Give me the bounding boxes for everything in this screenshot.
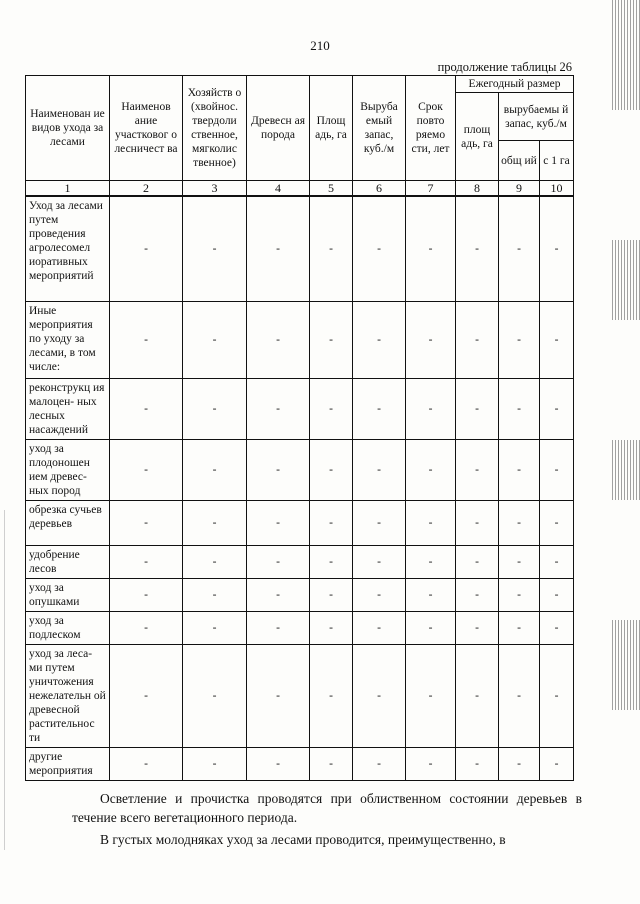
row-care-type: уход за плодоношен ием древес- ных пород xyxy=(26,439,110,500)
column-number: 3 xyxy=(183,181,247,197)
row-value-cell: - xyxy=(456,644,499,747)
row-value-cell: - xyxy=(406,196,456,301)
row-value-cell: - xyxy=(499,545,540,578)
header-district: Наименов ание участковог о лесничест ва xyxy=(110,76,183,181)
row-value-cell: - xyxy=(110,644,183,747)
row-value-cell: - xyxy=(310,644,353,747)
row-value-cell: - xyxy=(499,611,540,644)
column-number: 7 xyxy=(406,181,456,197)
row-care-type: уход за подлеском xyxy=(26,611,110,644)
row-value-cell: - xyxy=(353,500,406,545)
row-value-cell: - xyxy=(110,439,183,500)
row-value-cell: - xyxy=(540,301,574,378)
row-value-cell: - xyxy=(540,644,574,747)
row-value-cell: - xyxy=(406,500,456,545)
row-value-cell: - xyxy=(183,439,247,500)
header-annual-volume: вырубаемы й запас, куб./м xyxy=(499,93,574,141)
row-value-cell: - xyxy=(540,439,574,500)
row-value-cell: - xyxy=(540,500,574,545)
row-value-cell: - xyxy=(499,644,540,747)
row-care-type: уход за леса- ми путем уничтожения нежелательн ой древесной растительнос ти xyxy=(26,644,110,747)
row-value-cell: - xyxy=(110,378,183,439)
row-value-cell: - xyxy=(406,578,456,611)
header-volume-total: общ ий xyxy=(499,141,540,181)
row-value-cell: - xyxy=(499,500,540,545)
header-annual-size: Ежегодный размер xyxy=(456,76,574,93)
row-value-cell: - xyxy=(310,196,353,301)
row-value-cell: - xyxy=(247,747,310,780)
paragraph: В густых молодняках уход за лесами проводится, преимущественно, в xyxy=(100,832,506,847)
header-felled-stock: Выруба емый запас, куб./м xyxy=(353,76,406,181)
column-number: 5 xyxy=(310,181,353,197)
row-value-cell: - xyxy=(353,378,406,439)
row-value-cell: - xyxy=(406,378,456,439)
row-value-cell: - xyxy=(456,378,499,439)
row-value-cell: - xyxy=(183,196,247,301)
table-row xyxy=(26,611,574,644)
row-value-cell: - xyxy=(183,611,247,644)
row-value-cell: - xyxy=(110,578,183,611)
row-value-cell: - xyxy=(456,545,499,578)
column-number: 6 xyxy=(353,181,406,197)
row-value-cell: - xyxy=(247,301,310,378)
column-number-row xyxy=(26,181,574,197)
row-value-cell: - xyxy=(110,545,183,578)
row-value-cell: - xyxy=(406,439,456,500)
scan-edge-noise xyxy=(612,0,640,110)
column-number: 10 xyxy=(540,181,574,197)
row-value-cell: - xyxy=(540,578,574,611)
scan-edge-noise xyxy=(612,440,640,500)
row-value-cell: - xyxy=(540,747,574,780)
row-value-cell: - xyxy=(456,196,499,301)
row-value-cell: - xyxy=(499,196,540,301)
row-value-cell: - xyxy=(353,578,406,611)
table-continuation-label: продолжение таблицы 26 xyxy=(437,60,572,74)
header-repeat-period: Срок повто ряемо сти, лет xyxy=(406,76,456,181)
row-value-cell: - xyxy=(499,747,540,780)
row-value-cell: - xyxy=(353,301,406,378)
column-number: 4 xyxy=(247,181,310,197)
row-value-cell: - xyxy=(110,196,183,301)
row-care-type: удобрение лесов xyxy=(26,545,110,578)
scan-edge-noise xyxy=(612,240,640,320)
header-annual-area: площ адь, га xyxy=(456,93,499,181)
table-row xyxy=(26,439,574,500)
row-value-cell: - xyxy=(499,301,540,378)
row-value-cell: - xyxy=(310,301,353,378)
row-value-cell: - xyxy=(406,611,456,644)
table-row xyxy=(26,545,574,578)
row-value-cell: - xyxy=(456,611,499,644)
row-value-cell: - xyxy=(310,545,353,578)
forest-care-table xyxy=(25,75,574,781)
row-value-cell: - xyxy=(310,578,353,611)
row-value-cell: - xyxy=(540,378,574,439)
row-value-cell: - xyxy=(310,500,353,545)
scan-margin-line xyxy=(4,510,5,850)
row-value-cell: - xyxy=(456,500,499,545)
row-value-cell: - xyxy=(456,578,499,611)
row-care-type: Уход за лесами путем проведения агролесомел иоративных мероприятий xyxy=(26,196,110,301)
row-value-cell: - xyxy=(540,611,574,644)
row-value-cell: - xyxy=(247,500,310,545)
row-value-cell: - xyxy=(456,747,499,780)
row-care-type: реконструкц ия малоцен- ных лесных насаждений xyxy=(26,378,110,439)
row-care-type: уход за опушками xyxy=(26,578,110,611)
row-value-cell: - xyxy=(247,196,310,301)
row-value-cell: - xyxy=(456,301,499,378)
paragraph: Осветление и прочистка проводятся при облиственном состоянии деревьев в течение всего вегетационного периода. xyxy=(72,791,582,825)
row-value-cell: - xyxy=(353,439,406,500)
row-value-cell: - xyxy=(540,196,574,301)
row-value-cell: - xyxy=(353,196,406,301)
row-value-cell: - xyxy=(540,545,574,578)
row-value-cell: - xyxy=(499,578,540,611)
row-value-cell: - xyxy=(247,578,310,611)
row-value-cell: - xyxy=(353,747,406,780)
table-row xyxy=(26,378,574,439)
table-row xyxy=(26,196,574,301)
row-value-cell: - xyxy=(247,378,310,439)
row-value-cell: - xyxy=(183,500,247,545)
row-value-cell: - xyxy=(406,545,456,578)
row-value-cell: - xyxy=(499,378,540,439)
page-number: 210 xyxy=(310,38,330,53)
row-value-cell: - xyxy=(406,747,456,780)
column-number: 9 xyxy=(499,181,540,197)
column-number: 1 xyxy=(26,181,110,197)
row-value-cell: - xyxy=(183,747,247,780)
row-value-cell: - xyxy=(406,301,456,378)
row-value-cell: - xyxy=(353,611,406,644)
scan-edge-noise xyxy=(612,620,640,710)
header-tree-species: Древесн ая порода xyxy=(247,76,310,181)
header-economy: Хозяйств о (хвойнос. твердоли ственное, мягколис твенное) xyxy=(183,76,247,181)
row-value-cell: - xyxy=(247,644,310,747)
row-value-cell: - xyxy=(310,439,353,500)
row-value-cell: - xyxy=(310,378,353,439)
header-area: Площ адь, га xyxy=(310,76,353,181)
row-value-cell: - xyxy=(310,611,353,644)
row-value-cell: - xyxy=(353,644,406,747)
column-number: 2 xyxy=(110,181,183,197)
row-value-cell: - xyxy=(456,439,499,500)
table-row xyxy=(26,644,574,747)
row-value-cell: - xyxy=(183,378,247,439)
row-value-cell: - xyxy=(183,644,247,747)
row-value-cell: - xyxy=(247,545,310,578)
row-value-cell: - xyxy=(183,545,247,578)
row-value-cell: - xyxy=(183,301,247,378)
row-value-cell: - xyxy=(110,301,183,378)
column-number: 8 xyxy=(456,181,499,197)
row-value-cell: - xyxy=(499,439,540,500)
header-care-type: Наименован ие видов ухода за лесами xyxy=(26,76,110,181)
row-value-cell: - xyxy=(110,611,183,644)
row-care-type: Иные мероприятия по уходу за лесами, в том числе: xyxy=(26,301,110,378)
row-value-cell: - xyxy=(110,500,183,545)
table-row xyxy=(26,301,574,378)
table-row xyxy=(26,578,574,611)
row-value-cell: - xyxy=(247,439,310,500)
row-value-cell: - xyxy=(310,747,353,780)
row-value-cell: - xyxy=(183,578,247,611)
table-row xyxy=(26,747,574,780)
row-value-cell: - xyxy=(110,747,183,780)
header-volume-per-ha: с 1 га xyxy=(540,141,574,181)
row-care-type: обрезка сучьев деревьев xyxy=(26,500,110,545)
row-care-type: другие мероприятия xyxy=(26,747,110,780)
row-value-cell: - xyxy=(247,611,310,644)
row-value-cell: - xyxy=(406,644,456,747)
table-row xyxy=(26,500,574,545)
row-value-cell: - xyxy=(353,545,406,578)
